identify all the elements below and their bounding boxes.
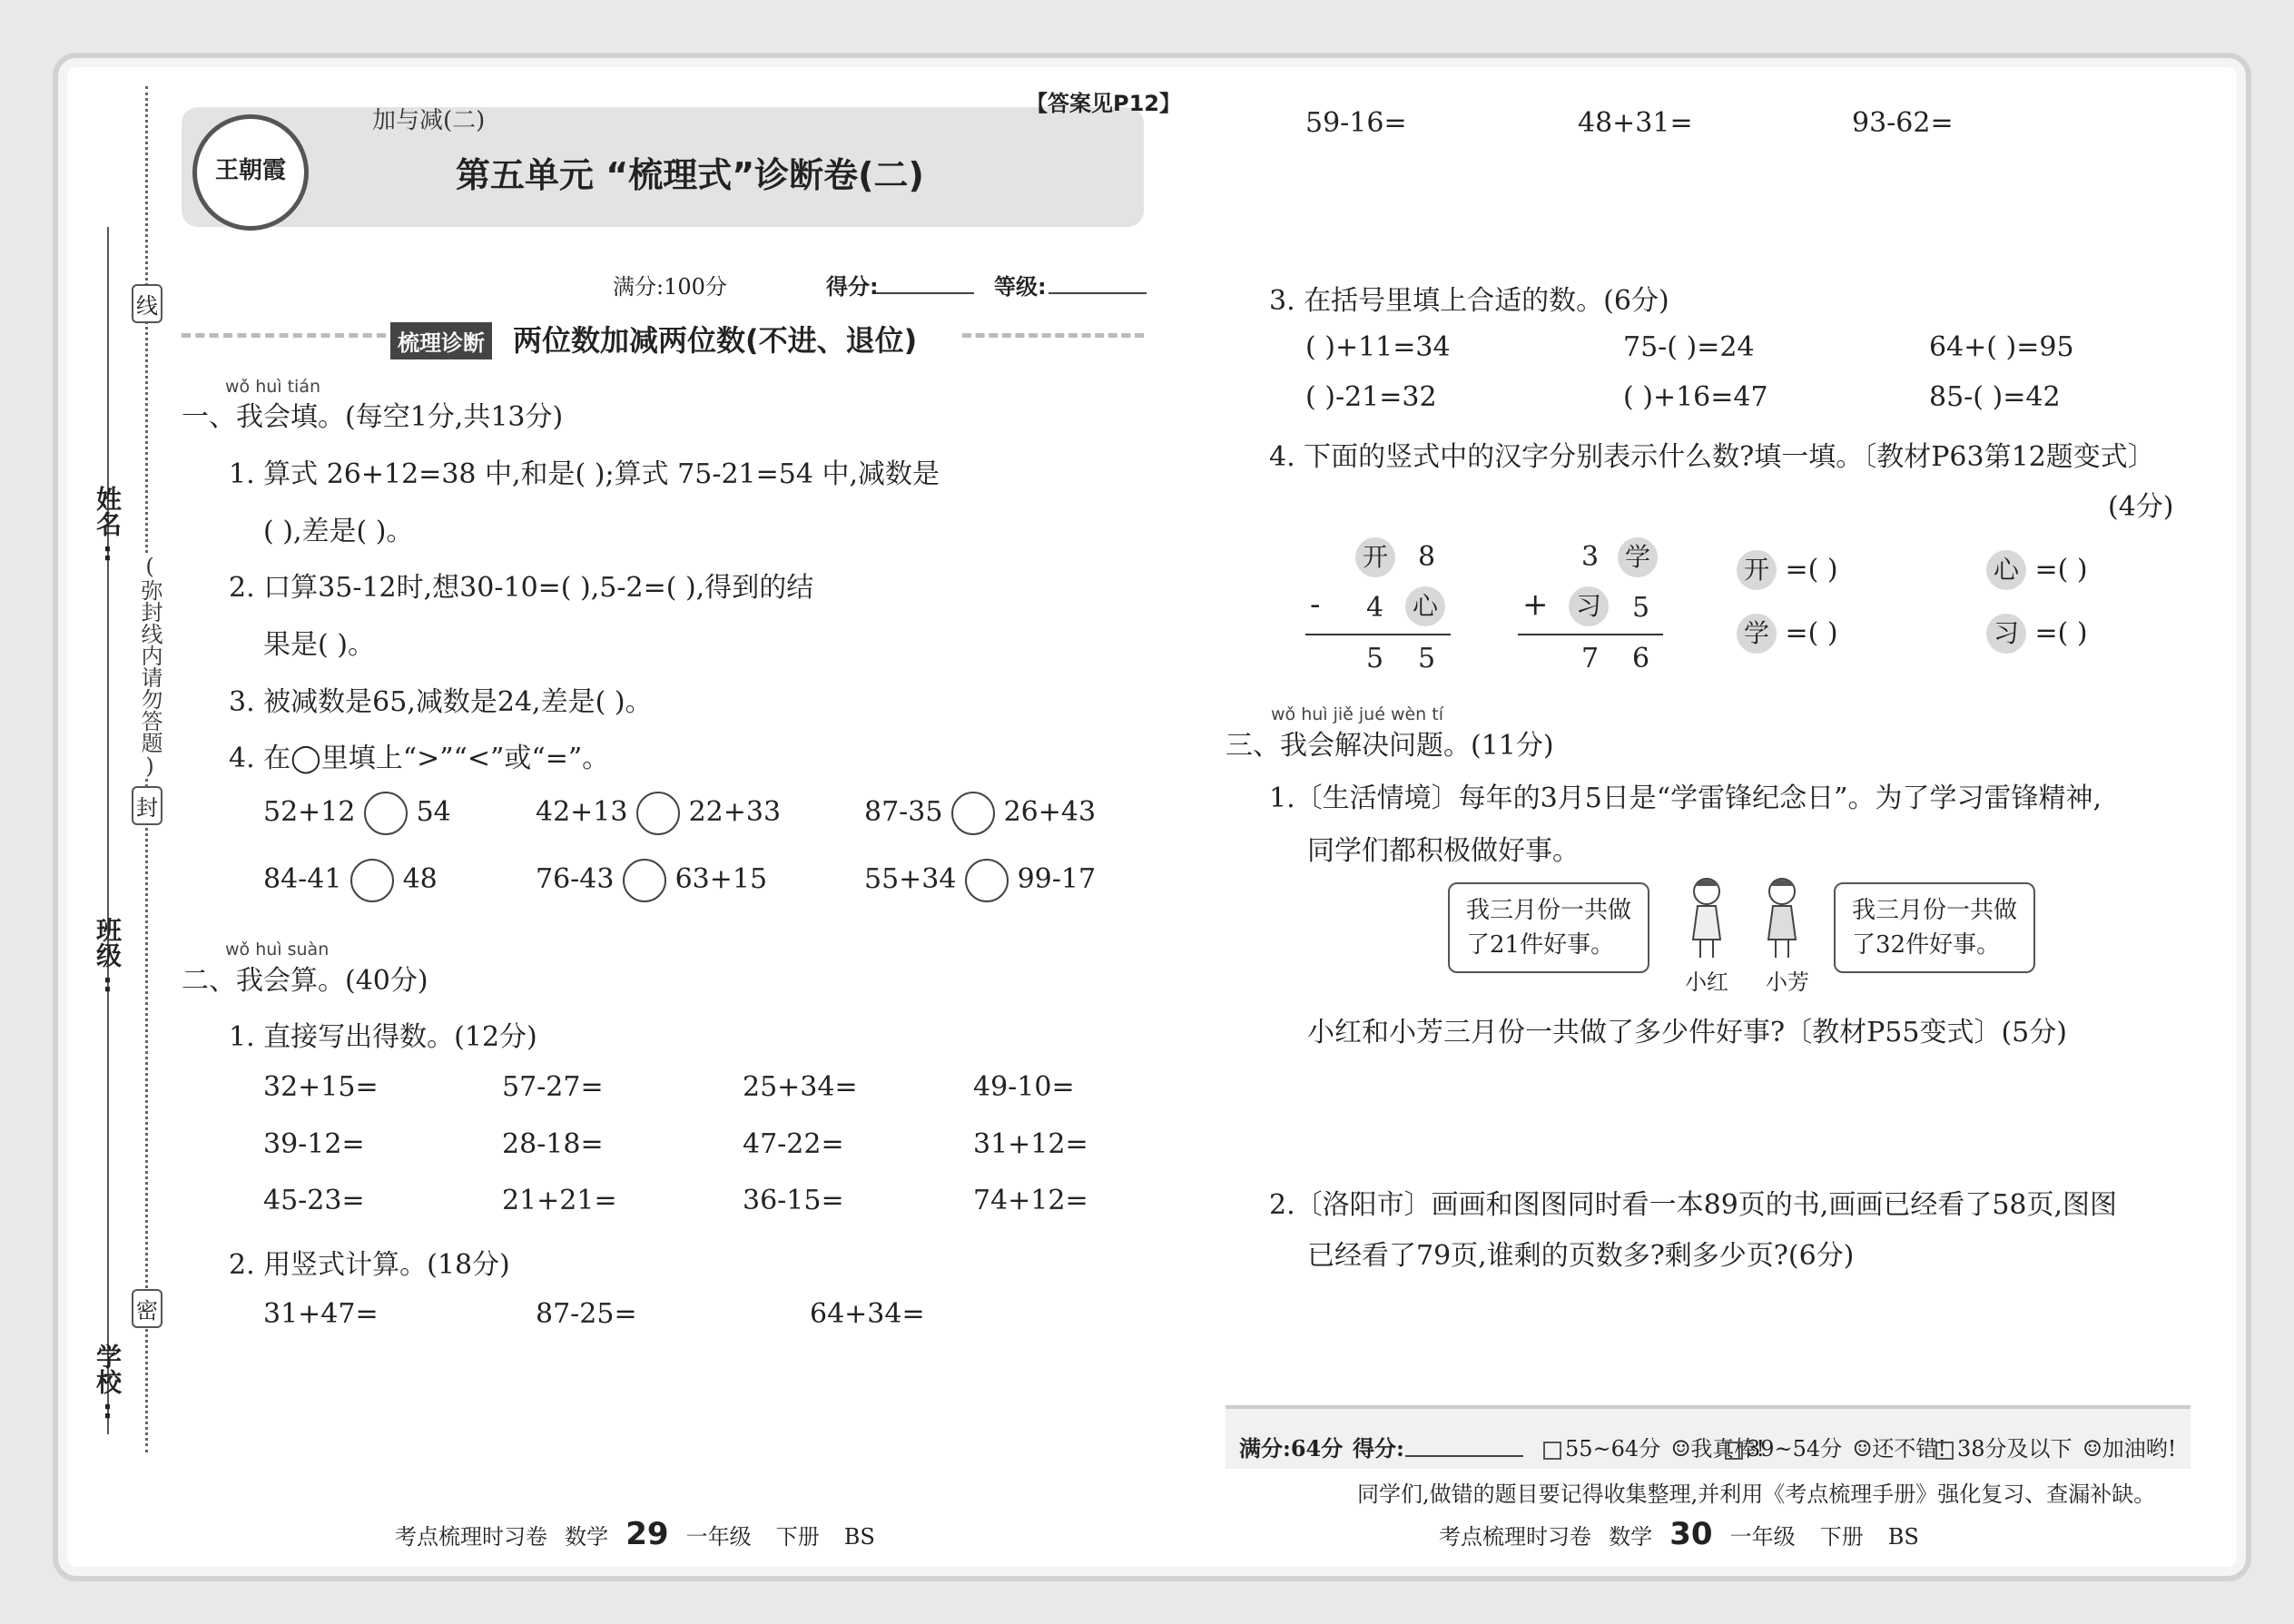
- operator: +: [1522, 586, 1549, 623]
- section3-pinyin: wǒ huì jiě jué wèn tí: [1271, 704, 1443, 724]
- hanzi-digit: 学: [1737, 614, 1777, 654]
- compare-left: 76-43: [536, 863, 615, 895]
- answer-blank[interactable]: =( ): [1785, 554, 1838, 586]
- children-illustration: [1666, 871, 1829, 962]
- logo-text: 王朝霞: [214, 157, 286, 184]
- vertical-expression: 64+34=: [810, 1298, 925, 1330]
- banner-text: 两位数加减两位数(不进、退位): [513, 323, 918, 358]
- rating-checkbox[interactable]: [1935, 1442, 1954, 1460]
- hanzi-answer: [1737, 614, 1838, 654]
- section2-pinyin: wǒ huì suàn: [225, 940, 330, 960]
- compare-circle[interactable]: [350, 859, 394, 902]
- speech-bubble-right: [1834, 882, 2035, 973]
- compare-left: 55+34: [864, 863, 957, 895]
- problem1-question: 小红和小芳三月份一共做了多少件好事?〔教材P55变式〕(5分): [1307, 1017, 2067, 1048]
- compare-circle[interactable]: [636, 792, 680, 835]
- oral-expression: 74+12=: [973, 1185, 1088, 1216]
- compare-item: [864, 792, 1096, 835]
- compare-circle[interactable]: [623, 859, 666, 902]
- binding-solid-line: [107, 227, 109, 1434]
- no-answer-note: (弥封线内请勿答题): [134, 554, 166, 779]
- q4-score: (4分): [2108, 491, 2174, 523]
- section1-pinyin: wǒ huì tián: [225, 377, 321, 397]
- answer-blank[interactable]: =( ): [2034, 617, 2088, 649]
- rating-note: 加油哟!: [2102, 1436, 2177, 1462]
- compare-right: 22+33: [688, 796, 782, 828]
- oral-expression: 93-62=: [1852, 107, 1954, 139]
- full-score: 满分:100分: [613, 274, 727, 300]
- bubble-line: 我三月份一共做: [1852, 897, 2018, 924]
- q3-title: 3. 在括号里填上合适的数。(6分): [1269, 285, 1669, 317]
- vertical-expression: 31+47=: [263, 1298, 379, 1330]
- operator: -: [1310, 586, 1321, 623]
- oral-expression: 32+15=: [263, 1071, 379, 1103]
- footer-grade: 一年级: [685, 1524, 752, 1550]
- girl-xiaofang-figure: [1768, 879, 1796, 958]
- fill-q1-line1: 1. 算式 26+12=38 中,和是( );算式 75-21=54 中,减数是: [229, 458, 940, 490]
- bubble-line: 我三月份一共做: [1466, 897, 1632, 924]
- bracket-equation: 75-( )=24: [1623, 331, 1755, 363]
- bracket-equation: 64+( )=95: [1929, 331, 2074, 363]
- digit: 3: [1581, 541, 1600, 573]
- rating-note: 我真棒!: [1690, 1436, 1765, 1462]
- footer-volume: 下册: [775, 1524, 820, 1550]
- fill-q4: 4. 在◯里填上“>”“<”或“=”。: [229, 743, 610, 774]
- bracket-equation: ( )+11=34: [1305, 331, 1451, 363]
- hanzi-answer: [1986, 550, 2088, 590]
- compare-item: [263, 792, 451, 835]
- compare-circle[interactable]: [364, 792, 408, 835]
- answer-blank[interactable]: =( ): [2034, 554, 2088, 586]
- problem2-line2: 已经看了79页,谁剩的页数多?剩多少页?(6分): [1307, 1240, 1855, 1272]
- bracket-equation: ( )-21=32: [1305, 381, 1437, 413]
- section1-title: 一、我会填。(每空1分,共13分): [182, 401, 564, 433]
- speech-bubble-left: [1448, 882, 1649, 973]
- binding-secret-char: 密: [132, 1289, 162, 1328]
- compare-right: 63+15: [674, 863, 768, 895]
- hanzi-digit: 心: [1986, 550, 2026, 590]
- rating-note: 还不错!: [1872, 1436, 1946, 1462]
- footer-book: 考点梳理时习卷: [395, 1524, 547, 1550]
- oral-expression: 39-12=: [263, 1128, 365, 1160]
- oral-expression: 28-18=: [502, 1128, 604, 1160]
- compare-right: 26+43: [1003, 796, 1097, 828]
- rating-range: 55~64分: [1565, 1436, 1661, 1462]
- grade-label: 等级:: [994, 274, 1047, 300]
- smiley-icon: ☺: [1852, 1436, 1873, 1462]
- fill-q2-line1: 2. 口算35-12时,想30-10=( ),5-2=( ),得到的结: [229, 572, 814, 604]
- hanzi-digit: 习: [1569, 586, 1609, 626]
- footer-subject: 数学: [1609, 1524, 1653, 1550]
- score-bar-full: 满分:64分: [1239, 1435, 1344, 1462]
- oral-expression: 31+12=: [973, 1128, 1088, 1160]
- digit: 5: [1632, 592, 1650, 624]
- calc-rule: [1305, 634, 1451, 635]
- score-bar-blank: [1405, 1455, 1523, 1457]
- answer-blank[interactable]: =( ): [1785, 617, 1838, 649]
- hanzi-answer: [1737, 550, 1838, 590]
- digit: 5: [1366, 643, 1384, 674]
- bubble-line: 了21件好事。: [1466, 931, 1615, 959]
- footer-book: 考点梳理时习卷: [1439, 1524, 1591, 1550]
- compare-item: [263, 859, 438, 902]
- rating-range: 39~54分: [1747, 1436, 1843, 1462]
- smiley-icon: ☺: [1670, 1436, 1691, 1462]
- digit: 6: [1632, 643, 1650, 674]
- calc-q2: 2. 用竖式计算。(18分): [229, 1249, 510, 1281]
- compare-right: 54: [416, 796, 451, 828]
- footer-page-number: 30: [1669, 1516, 1713, 1552]
- digit: 4: [1366, 592, 1384, 624]
- vertical-expression: 87-25=: [536, 1298, 637, 1330]
- footer-grade: 一年级: [1729, 1524, 1796, 1550]
- compare-left: 52+12: [263, 796, 356, 828]
- banner-tag: 梳理诊断: [390, 322, 492, 359]
- hanzi-digit: 开: [1355, 537, 1395, 577]
- compare-left: 84-41: [263, 863, 342, 895]
- page-title: 第五单元 “梳理式”诊断卷(二): [456, 155, 924, 195]
- oral-expression: 45-23=: [263, 1185, 365, 1216]
- oral-expression: 48+31=: [1578, 107, 1693, 139]
- score-label: 得分:: [826, 274, 879, 300]
- compare-item: [536, 859, 767, 902]
- calc-q1: 1. 直接写出得数。(12分): [229, 1021, 537, 1053]
- hanzi-digit: 心: [1405, 586, 1445, 626]
- rating-checkbox[interactable]: [1725, 1442, 1743, 1460]
- oral-expression: 49-10=: [973, 1071, 1075, 1103]
- compare-right: 48: [402, 863, 438, 895]
- oral-expression: 59-16=: [1305, 107, 1407, 139]
- school-label: 学校:: [93, 1343, 123, 1424]
- name-label: 姓名:: [93, 486, 123, 566]
- name-xiaohong: 小红: [1685, 969, 1728, 995]
- logo-seal: [192, 114, 309, 231]
- binding-line-char: 线: [132, 284, 162, 323]
- hanzi-digit: 学: [1618, 537, 1658, 577]
- rating-option: [1935, 1431, 2176, 1462]
- bracket-equation: 85-( )=42: [1929, 381, 2061, 413]
- oral-expression: 47-22=: [743, 1128, 844, 1160]
- problem1-line2: 同学们都积极做好事。: [1307, 835, 1580, 867]
- digit: 5: [1418, 643, 1436, 674]
- rating-option: [1725, 1431, 1946, 1462]
- right-footer: [1439, 1516, 1919, 1552]
- footer-volume: 下册: [1819, 1524, 1864, 1550]
- fill-q3: 3. 被减数是65,减数是24,差是( )。: [229, 686, 653, 718]
- compare-circle[interactable]: [965, 859, 1009, 902]
- compare-left: 87-35: [864, 796, 943, 828]
- oral-expression: 36-15=: [743, 1185, 844, 1216]
- score-blank: [876, 292, 974, 294]
- class-label: 班级:: [93, 917, 123, 998]
- banner-rule-right: [962, 333, 1144, 338]
- bracket-equation: ( )+16=47: [1623, 381, 1768, 413]
- smiley-icon: ☺: [2082, 1436, 2102, 1462]
- footer-page-number: 29: [625, 1516, 669, 1552]
- unit-tag: 加与减(二): [372, 107, 486, 134]
- binding-seal-char: 封: [132, 786, 162, 825]
- rating-range: 38分及以下: [1957, 1436, 2072, 1462]
- oral-expression: 57-27=: [502, 1071, 604, 1103]
- answer-reference: 【答案见P12】: [1026, 91, 1181, 116]
- footer-subject: 数学: [565, 1524, 609, 1550]
- footer-edition: BS: [843, 1524, 875, 1550]
- q4-title: 4. 下面的竖式中的汉字分别表示什么数?填一填。〔教材P63第12题变式〕: [1269, 441, 2155, 473]
- problem1-line1: 1.〔生活情境〕每年的3月5日是“学雷锋纪念日”。为了学习雷锋精神,: [1269, 782, 2102, 814]
- compare-item: [864, 859, 1096, 902]
- compare-circle[interactable]: [951, 792, 995, 835]
- hanzi-digit: 开: [1737, 550, 1777, 590]
- oral-expression: 25+34=: [743, 1071, 858, 1103]
- score-bar-score: 得分:: [1353, 1435, 1404, 1462]
- fill-q2-line2: 果是( )。: [263, 629, 375, 661]
- fill-q1-line2: ( ),差是( )。: [263, 516, 414, 547]
- oral-expression: 21+21=: [502, 1185, 617, 1216]
- compare-item: [536, 792, 781, 835]
- compare-right: 99-17: [1017, 863, 1097, 895]
- footer-edition: BS: [1887, 1524, 1919, 1550]
- name-xiaofang: 小芳: [1766, 969, 1809, 995]
- rating-checkbox[interactable]: [1543, 1442, 1561, 1460]
- calc-rule: [1518, 634, 1663, 635]
- girl-xiaohong-figure: [1693, 879, 1720, 958]
- banner-rule-left: [182, 333, 386, 338]
- compare-left: 42+13: [536, 796, 628, 828]
- digit: 7: [1581, 643, 1600, 674]
- section2-title: 二、我会算。(40分): [182, 965, 428, 997]
- digit: 8: [1418, 541, 1436, 573]
- problem2-line1: 2.〔洛阳市〕画画和图图同时看一本89页的书,画画已经看了58页,图图: [1269, 1189, 2118, 1221]
- grade-blank: [1049, 292, 1147, 294]
- review-tip: 同学们,做错的题目要记得收集整理,并利用《考点梳理手册》强化复习、查漏补缺。: [1357, 1481, 2156, 1507]
- bubble-line: 了32件好事。: [1852, 931, 2001, 959]
- hanzi-answer: [1986, 614, 2088, 654]
- section3-title: 三、我会解决问题。(11分): [1226, 730, 1554, 762]
- hanzi-digit: 习: [1986, 614, 2026, 654]
- left-footer: [395, 1516, 875, 1552]
